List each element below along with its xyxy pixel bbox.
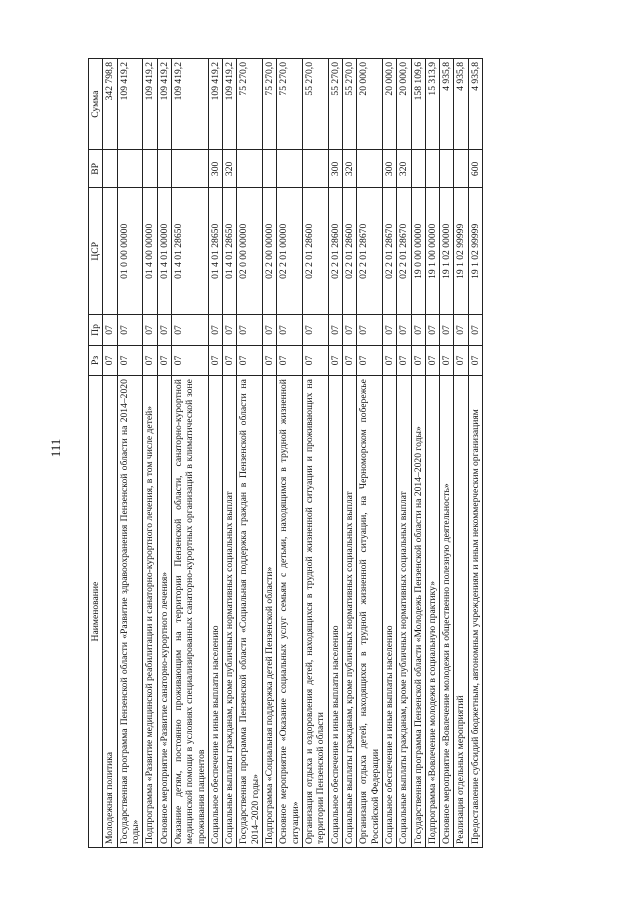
cell-vr [263,150,277,188]
header-pr: Пр [89,315,103,345]
cell-rz: 07 [411,345,425,375]
cell-vr [277,150,303,188]
table-row [157,59,171,848]
cell-rz: 07 [425,345,439,375]
table-row [397,59,411,848]
cell-csr: 01 4 01 28650 [208,188,222,315]
table-row [277,59,303,848]
cell-pr: 07 [468,315,482,345]
cell-csr: 02 2 01 28670 [357,188,383,315]
cell-rz: 07 [157,345,171,375]
cell-sum: 109 419,2 [171,59,208,150]
cell-vr [237,150,263,188]
cell-rz: 07 [263,345,277,375]
cell-csr [103,188,117,315]
header-name: Наименование [89,376,103,848]
cell-rz: 07 [223,345,237,375]
cell-rz: 07 [454,345,468,375]
cell-pr: 07 [103,315,117,345]
cell-name: Оказание детям, постоянно проживающим на территории Пензенской области, санаторно-курортной медицинской помощи в условиях специализированных санаторно-курортных организаций в климатической зоне проживания пациентов [171,376,208,848]
cell-csr: 01 4 01 28650 [223,188,237,315]
cell-csr: 19 0 00 00000 [411,188,425,315]
cell-rz: 07 [143,345,157,375]
cell-rz: 07 [342,345,356,375]
cell-rz: 07 [328,345,342,375]
cell-name: Организация отдыха детей, находящихся в трудной жизненной ситуации, на Черноморском побережье Российской Федерации [357,376,383,848]
table-row [440,59,454,848]
cell-pr: 07 [263,315,277,345]
cell-vr [143,150,157,188]
cell-rz: 07 [303,345,329,375]
cell-pr: 07 [328,315,342,345]
cell-sum: 342 798,8 [103,59,117,150]
cell-sum: 55 270,0 [328,59,342,150]
cell-rz: 07 [357,345,383,375]
table-row [117,59,143,848]
cell-csr: 01 4 01 00000 [157,188,171,315]
cell-sum: 15 313,9 [425,59,439,150]
cell-sum: 20 000,0 [357,59,383,150]
table-row [103,59,117,848]
cell-rz: 07 [237,345,263,375]
cell-pr: 07 [117,315,143,345]
table-row [171,59,208,848]
cell-vr: 320 [397,150,411,188]
cell-vr: 300 [328,150,342,188]
cell-vr: 600 [468,150,482,188]
cell-csr: 19 1 02 00000 [440,188,454,315]
cell-pr: 07 [303,315,329,345]
header-csr: ЦСР [89,188,103,315]
cell-vr [411,150,425,188]
cell-name: Основное мероприятие «Оказание социальных услуг семьям с детьми, находящимся в трудной жизненной ситуации» [277,376,303,848]
cell-rz: 07 [171,345,208,375]
cell-pr: 07 [454,315,468,345]
cell-rz: 07 [277,345,303,375]
cell-vr [440,150,454,188]
cell-sum: 4 935,8 [468,59,482,150]
table-row [223,59,237,848]
cell-name: Подпрограмма «Вовлечение молодежи в социальную практику» [425,376,439,848]
cell-name: Социальное обеспечение и иные выплаты населению [208,376,222,848]
header-vr: ВР [89,150,103,188]
cell-sum: 4 935,8 [454,59,468,150]
cell-name: Реализация отдельных мероприятий [454,376,468,848]
cell-csr: 02 2 01 28600 [342,188,356,315]
header-sum: Сумма [89,59,103,150]
cell-sum: 4 935,8 [440,59,454,150]
cell-csr: 01 4 01 28650 [171,188,208,315]
cell-pr: 07 [440,315,454,345]
budget-table-sheet [88,58,583,848]
cell-rz: 07 [208,345,222,375]
cell-csr: 02 2 01 28670 [397,188,411,315]
cell-vr [425,150,439,188]
table-row [237,59,263,848]
cell-name: Организация отдыха и оздоровления детей, находящихся в трудной жизненной ситуации и проживающих на территории Пензенской области [303,376,329,848]
cell-name: Государственная программа Пензенской области «Молодежь Пензенской области на 2014–2020 годы» [411,376,425,848]
cell-name: Подпрограмма «Развитие медицинской реабилитации и санаторно-курортного лечения, в том числе детей» [143,376,157,848]
cell-csr: 02 0 00 00000 [237,188,263,315]
cell-csr: 19 1 00 00000 [425,188,439,315]
cell-pr: 07 [143,315,157,345]
budget-table [88,58,483,848]
cell-sum: 55 270,0 [303,59,329,150]
cell-csr: 01 0 00 00000 [117,188,143,315]
cell-vr [157,150,171,188]
cell-sum: 75 270,0 [277,59,303,150]
cell-vr [171,150,208,188]
cell-rz: 07 [468,345,482,375]
cell-vr: 320 [342,150,356,188]
cell-vr: 300 [208,150,222,188]
cell-rz: 07 [397,345,411,375]
table-row [357,59,383,848]
cell-sum: 109 419,2 [143,59,157,150]
cell-sum: 109 419,2 [117,59,143,150]
cell-name: Молодежная политика [103,376,117,848]
cell-pr: 07 [397,315,411,345]
cell-pr: 07 [237,315,263,345]
cell-sum: 20 000,0 [382,59,396,150]
cell-pr: 07 [171,315,208,345]
cell-pr: 07 [157,315,171,345]
cell-pr: 07 [357,315,383,345]
cell-csr: 02 2 01 28600 [303,188,329,315]
cell-sum: 75 270,0 [237,59,263,150]
table-row [425,59,439,848]
cell-pr: 07 [425,315,439,345]
cell-rz: 07 [382,345,396,375]
cell-pr: 07 [411,315,425,345]
cell-name: Социальное обеспечение и иные выплаты населению [328,376,342,848]
cell-name: Социальные выплаты гражданам, кроме публичных нормативных социальных выплат [342,376,356,848]
cell-rz: 07 [117,345,143,375]
cell-name: Подпрограмма «Социальная поддержка детей Пензенской области» [263,376,277,848]
cell-sum: 75 270,0 [263,59,277,150]
table-row [342,59,356,848]
cell-name: Государственная программа Пензенской области «Социальная поддержка граждан в Пензенской области на 2014–2020 годы» [237,376,263,848]
cell-vr [103,150,117,188]
cell-csr: 02 2 01 28670 [382,188,396,315]
cell-pr: 07 [342,315,356,345]
table-row [208,59,222,848]
cell-sum: 20 000,0 [397,59,411,150]
table-row [411,59,425,848]
cell-rz: 07 [440,345,454,375]
cell-pr: 07 [223,315,237,345]
table-row [328,59,342,848]
cell-name: Государственная программа Пензенской области «Развитие здравоохранения Пензенской области на 2014–2020 годы» [117,376,143,848]
cell-sum: 109 419,2 [208,59,222,150]
cell-vr [117,150,143,188]
table-row [143,59,157,848]
cell-sum: 109 419,2 [157,59,171,150]
cell-pr: 07 [208,315,222,345]
table-row [382,59,396,848]
cell-vr: 320 [223,150,237,188]
page-number: 111 [48,438,63,458]
cell-vr [357,150,383,188]
cell-csr: 02 2 01 00000 [277,188,303,315]
table-row [263,59,277,848]
cell-vr: 300 [382,150,396,188]
cell-pr: 07 [277,315,303,345]
cell-csr: 02 2 01 28600 [328,188,342,315]
cell-name: Социальное обеспечение и иные выплаты населению [382,376,396,848]
cell-vr [454,150,468,188]
header-rz: Рз [89,345,103,375]
table-row [303,59,329,848]
cell-name: Социальные выплаты гражданам, кроме публичных нормативных социальных выплат [223,376,237,848]
cell-name: Предоставление субсидий бюджетным, автономным учреждениям и иным некоммерческим организациям [468,376,482,848]
cell-csr: 01 4 00 00000 [143,188,157,315]
cell-name: Социальные выплаты гражданам, кроме публичных нормативных социальных выплат [397,376,411,848]
cell-csr: 19 1 02 99999 [468,188,482,315]
cell-sum: 109 419,2 [223,59,237,150]
cell-csr: 02 2 00 00000 [263,188,277,315]
cell-csr: 19 1 02 99999 [454,188,468,315]
cell-sum: 158 109,6 [411,59,425,150]
cell-sum: 55 270,0 [342,59,356,150]
cell-vr [303,150,329,188]
cell-rz: 07 [103,345,117,375]
cell-pr: 07 [382,315,396,345]
table-row [454,59,468,848]
table-header-row [89,59,103,848]
cell-name: Основное мероприятие «Вовлечение молодежи в общественно полезную деятельность» [440,376,454,848]
cell-name: Основное мероприятие «Развитие санаторно-курортного лечения» [157,376,171,848]
table-row [468,59,482,848]
